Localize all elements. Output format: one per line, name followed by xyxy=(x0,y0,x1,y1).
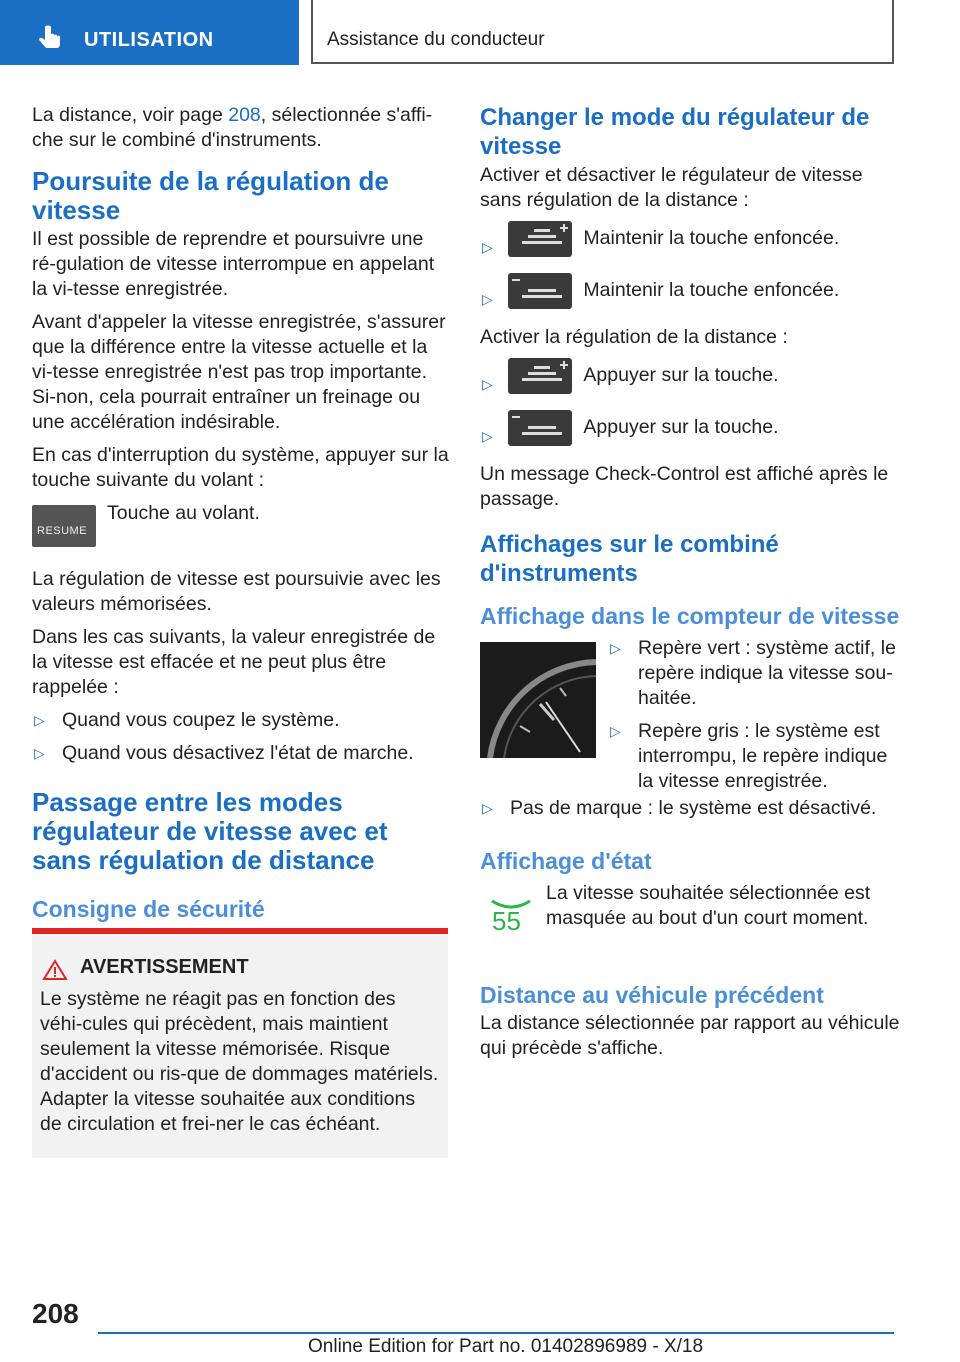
bullet-triangle-icon: ▷ xyxy=(482,800,493,816)
chapter-title: Assistance du conducteur xyxy=(327,29,545,50)
gauge-list xyxy=(608,636,898,802)
list-item: ▷ Pas de marque : le système est désactivé. xyxy=(482,797,877,819)
bullet-triangle-icon: ▷ xyxy=(34,745,45,761)
list-item: ▷ Quand vous désactivez l'état de marche. xyxy=(34,742,414,764)
bullet-triangle-icon: ▷ xyxy=(610,723,621,739)
list-item: ▷ Appuyer sur la touche. xyxy=(480,358,900,402)
warning-title: AVERTISSEMENT xyxy=(80,956,249,978)
gauge-row xyxy=(480,637,900,796)
heading-consigne: Consigne de sécurité xyxy=(32,896,265,922)
bullet-triangle-icon: ▷ xyxy=(482,239,493,255)
heading-affichages: Affichages sur le combiné d'instruments xyxy=(480,531,779,587)
resume-row xyxy=(32,502,452,557)
bullet-triangle-icon: ▷ xyxy=(34,712,45,728)
bullet-triangle-icon: ▷ xyxy=(482,291,493,307)
paragraph: La régulation de vitesse est poursuivie avec les valeurs mémorisées. xyxy=(32,568,441,615)
list-item: ▷ Repère vert : système actif, le repère indique la vitesse sou-haitée. xyxy=(610,637,896,709)
paragraph: La distance sélectionnée par rapport au véhicule qui précède s'affiche. xyxy=(480,1012,900,1059)
etat-row xyxy=(480,881,900,953)
heading-passage: Passage entre les modes régulateur de vitesse avec et sans régulation de distance xyxy=(32,787,388,875)
distance-minus-button-icon xyxy=(508,410,572,446)
warning-triangle-icon xyxy=(42,959,68,981)
heading-poursuite: Poursuite de la régulation de vitesse xyxy=(32,166,389,225)
heading-distance: Distance au véhicule précédent xyxy=(480,982,824,1008)
intro-paragraph: La distance, voir page 208, sélectionnée s'affi-che sur le combiné d'instruments. xyxy=(32,104,433,151)
list-item: ▷ Appuyer sur la touche. xyxy=(480,410,900,454)
speedometer-image xyxy=(480,642,596,758)
list-item: ▷ Maintenir la touche enfoncée. xyxy=(480,273,900,317)
distance-plus-button-icon xyxy=(508,221,572,257)
footer-divider xyxy=(98,1332,894,1334)
edition-footer: Online Edition for Part no. 01402896989 - X/18 xyxy=(308,1336,704,1357)
resume-caption: Touche au volant. xyxy=(107,502,260,524)
right-column xyxy=(480,103,900,1069)
warning-box xyxy=(32,928,448,1158)
bullet-triangle-icon: ▷ xyxy=(610,640,621,656)
hand-pointer-icon xyxy=(36,25,64,53)
heading-changer: Changer le mode du régulateur de vitesse xyxy=(480,104,870,160)
bullet-triangle-icon: ▷ xyxy=(482,376,493,392)
section-label: UTILISATION xyxy=(84,29,214,51)
paragraph: Avant d'appeler la vitesse enregistrée, s'assurer que la différence entre la vitesse actuelle et la vi-tesse enregistrée n'est pas trop importante. Si-non, cela pourrait entraîner un freinage ou une accélération indésirable. xyxy=(32,311,446,433)
list-item: ▷ Quand vous coupez le système. xyxy=(34,709,340,731)
page-number: 208 xyxy=(32,1298,79,1329)
left-column xyxy=(32,103,452,929)
paragraph: Dans les cas suivants, la valeur enregistrée de la vitesse est effacée et ne peut plus être rappelée : xyxy=(32,626,436,698)
page-link[interactable]: 208 xyxy=(228,104,261,126)
chapter-header xyxy=(311,0,894,64)
paragraph: Activer et désactiver le régulateur de vitesse sans régulation de la distance : xyxy=(480,164,863,211)
distance-minus-button-icon xyxy=(508,273,572,309)
heading-etat: Affichage d'état xyxy=(480,848,652,874)
paragraph: Activer la régulation de la distance : xyxy=(480,326,788,348)
warning-text: Le système ne réagit pas en fonction des véhi-cules qui précèdent, mais maintient seulement la vitesse mémorisée. Risque d'accident ou ris-que de dommages matériels. Adapter la vitesse souhaitée aux conditions de circulation et frei-ner le cas échéant. xyxy=(40,988,439,1135)
bullet-triangle-icon: ▷ xyxy=(482,428,493,444)
paragraph: Un message Check-Control est affiché après le passage. xyxy=(480,463,889,510)
section-tab[interactable] xyxy=(0,0,299,65)
etat-text: La vitesse souhaitée sélectionnée est masquée au bout d'un court moment. xyxy=(546,882,871,929)
list-item: ▷ Repère gris : le système est interrompu, le repère indique la vitesse enregistrée. xyxy=(610,720,888,792)
paragraph: En cas d'interruption du système, appuyer sur la touche suivante du volant : xyxy=(32,444,449,491)
speed-status-number: 55 xyxy=(492,906,521,936)
resume-button-image: RESUME xyxy=(32,505,96,547)
list-item: ▷ Maintenir la touche enfoncée. xyxy=(480,221,900,265)
distance-plus-button-icon xyxy=(508,358,572,394)
heading-compteur: Affichage dans le compteur de vitesse xyxy=(480,603,900,629)
paragraph: Il est possible de reprendre et poursuivre une ré-gulation de vitesse interrompue en appelant la vi-tesse enregistrée. xyxy=(32,228,435,300)
